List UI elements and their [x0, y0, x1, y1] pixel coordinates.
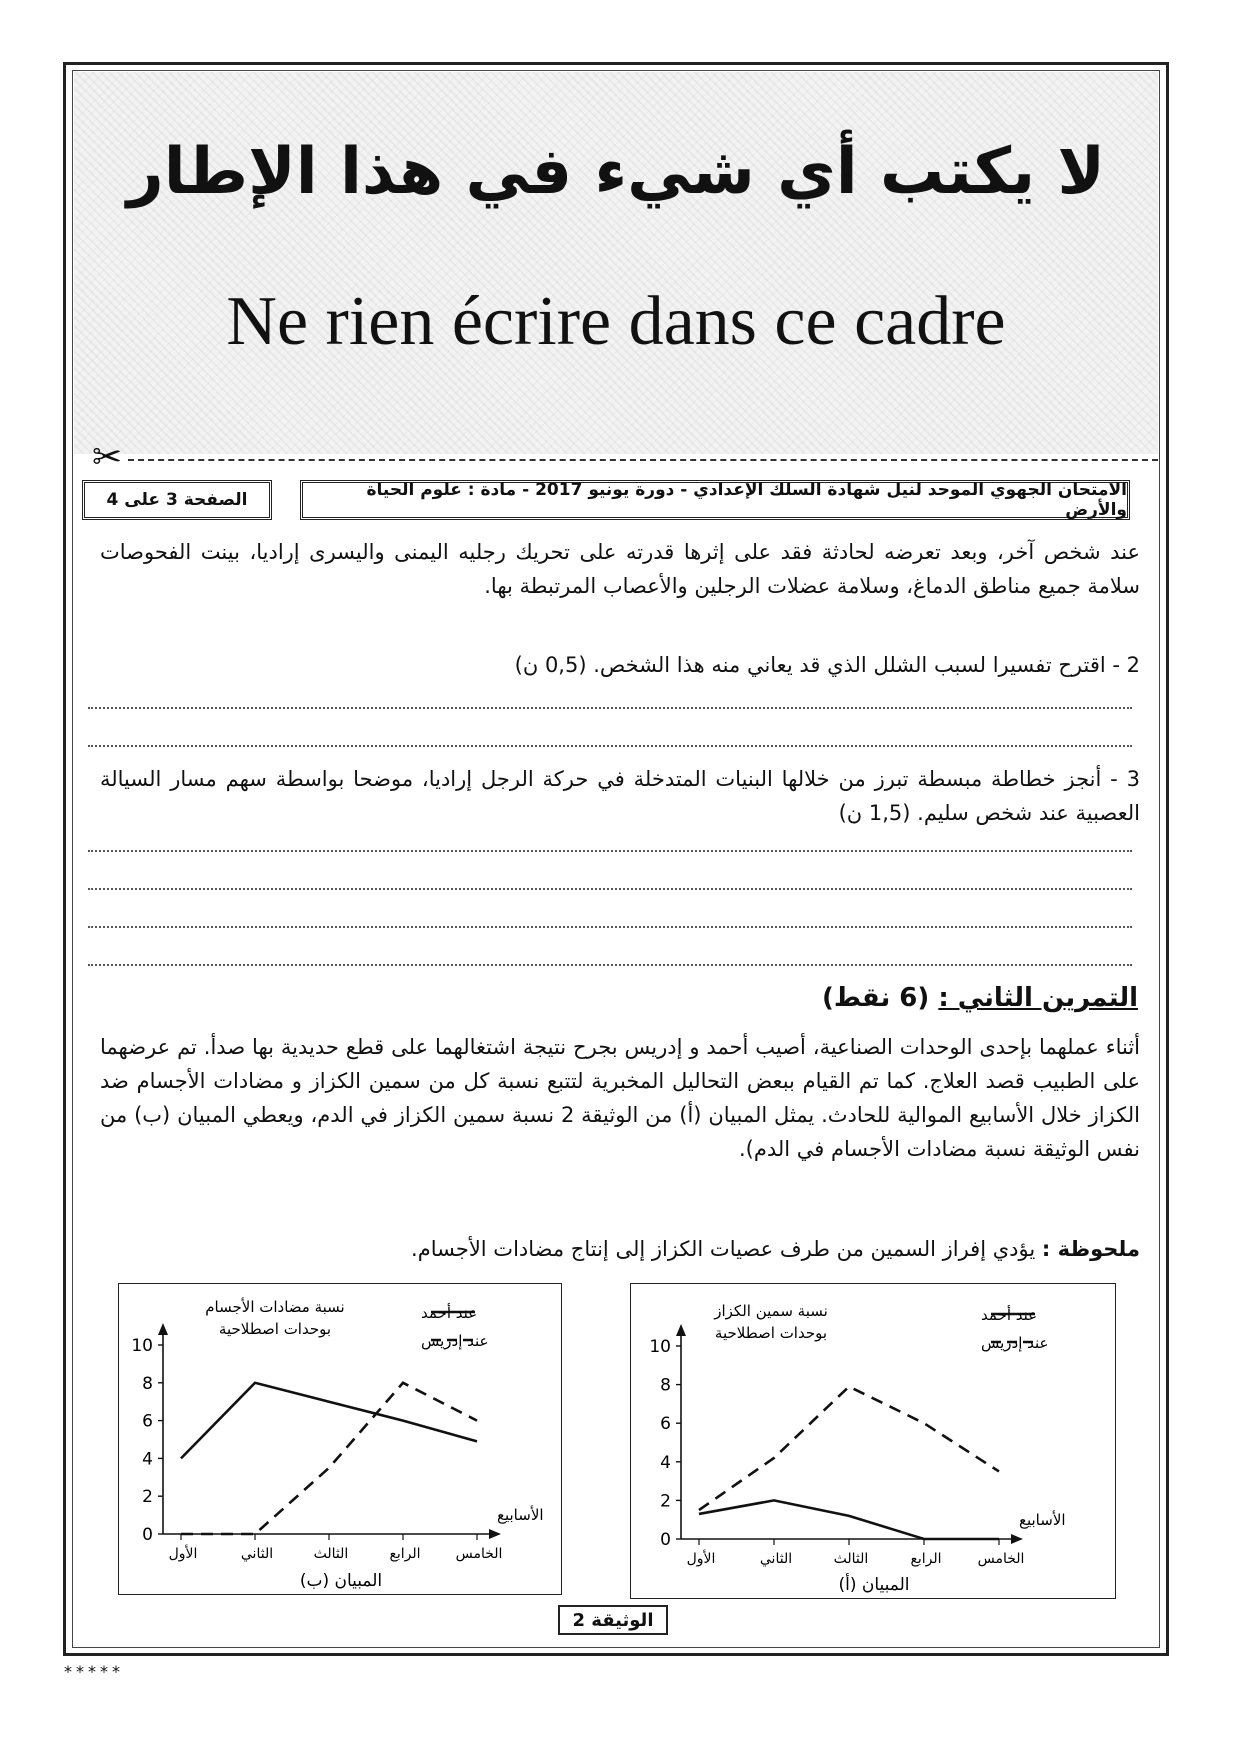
- series-line-2: [181, 1383, 477, 1534]
- x-axis-arrow: [1011, 1534, 1023, 1544]
- note-text: يؤدي إفراز السمين من طرف عصيات الكزاز إلى إنتاج مضادات الأجسام.: [411, 1237, 1036, 1261]
- exercise-points: (6 نقط): [822, 983, 930, 1013]
- x-tick-label: الأول: [686, 1551, 716, 1567]
- answer-line: [88, 964, 1132, 966]
- x-tick-label: الثاني: [759, 1551, 793, 1567]
- answer-line: [88, 707, 1132, 709]
- chart-title: المبيان (أ): [838, 1575, 910, 1595]
- footer-stars: *****: [64, 1662, 124, 1681]
- x-axis-arrow: [489, 1529, 501, 1539]
- x-tick-label: الثالث: [313, 1546, 349, 1562]
- note: [100, 1232, 1140, 1266]
- y-tick-label: 2: [142, 1487, 153, 1508]
- y-tick-label: 4: [142, 1449, 153, 1470]
- y-tick-label: 10: [131, 1336, 153, 1356]
- answer-line: [88, 926, 1132, 928]
- legend-label: عند أحمد: [981, 1306, 1038, 1324]
- y-axis-label-line2: بوحدات اصطلاحية: [714, 1324, 828, 1342]
- chart-title: المبيان (ب): [299, 1571, 383, 1591]
- exam-title: الامتحان الجهوي الموحد لنيل شهادة السلك الإعدادي - دورة يونيو 2017 - مادة : علوم الحياة والأرض: [366, 480, 1127, 520]
- chart-b-box: [118, 1283, 562, 1595]
- intro-paragraph: عند شخص آخر، وبعد تعرضه لحادثة فقد على إثرها قدرته على تحريك رجليه اليمنى واليسرى إراديا، بينت الفحوصات سلامة جميع مناطق الدماغ، وسلامة عضلات الرجلين والأعصاب المرتبطة بها.: [100, 540, 1140, 598]
- y-axis-arrow: [158, 1323, 168, 1335]
- series-line-1: [699, 1500, 999, 1539]
- x-tick-label: الثاني: [240, 1546, 274, 1562]
- series-line-1: [181, 1383, 477, 1459]
- y-tick-label: 8: [660, 1375, 671, 1396]
- legend-label: عند إدريس: [421, 1332, 489, 1350]
- series-line-2: [699, 1387, 999, 1511]
- y-tick-label: 2: [660, 1491, 671, 1512]
- y-tick-label: 0: [142, 1525, 153, 1545]
- x-tick-label: الخامس: [977, 1551, 1025, 1567]
- page-number-box: [82, 480, 272, 520]
- no-write-zone: [74, 72, 1158, 454]
- chart-a-box: [630, 1283, 1116, 1599]
- no-write-arabic: لا يكتب أي شيء في هذا الإطار: [126, 135, 1106, 209]
- y-tick-label: 8: [142, 1373, 153, 1394]
- chart-b: [119, 1284, 563, 1596]
- y-axis-label: نسبة سمين الكزاز: [714, 1302, 828, 1320]
- question-3: 3 - أنجز خطاطة مبسطة تبرز من خلالها البنيات المتدخلة في حركة الرجل إراديا، موضحا بواسطة سهم مسار السيالة العصبية عند شخص سليم. (1,5 ن): [100, 767, 1140, 825]
- y-axis-label-line2: بوحدات اصطلاحية: [218, 1320, 332, 1338]
- y-tick-label: 6: [142, 1411, 153, 1432]
- no-write-french: Ne rien écrire dans ce cadre: [226, 283, 1006, 360]
- exam-title-box: [300, 480, 1130, 520]
- document-label: الوثيقة 2: [558, 1605, 668, 1635]
- y-axis-label: نسبة مضادات الأجسام: [205, 1298, 345, 1316]
- cut-line: [128, 459, 1158, 461]
- exercise-title-text: التمرين الثاني :: [938, 983, 1138, 1013]
- exercise-2-paragraph: أثناء عملهما بإحدى الوحدات الصناعية، أصيب أحمد و إدريس بجرح نتيجة اشتغالهما على قطع حديدية بها صدأ. تم عرضهما على الطبيب قصد العلاج. كما تم القيام ببعض التحاليل المخبرية لتتبع نسبة كل من سمين الكزاز و مضادات الأجسام ضد الكزاز خلال الأسابيع الموالية للحادث. يمثل المبيان (أ) من الوثيقة 2 نسبة سمين الكزاز في الدم، ويعطي المبيان (ب) من نفس الوثيقة نسبة مضادات الأجسام في الدم).: [100, 1035, 1140, 1161]
- answer-line: [88, 888, 1132, 890]
- legend-label: عند أحمد: [421, 1304, 478, 1322]
- y-tick-label: 10: [649, 1337, 671, 1357]
- y-tick-label: 4: [660, 1452, 671, 1473]
- scissors-icon: ✂: [92, 437, 123, 478]
- chart-a: [631, 1284, 1117, 1600]
- legend-label: عند إدريس: [981, 1334, 1049, 1352]
- answer-line: [88, 850, 1132, 852]
- exercise-2-title: [822, 983, 1138, 1013]
- x-tick-label: الثالث: [833, 1551, 869, 1567]
- x-axis-label: الأسابيع: [1019, 1511, 1066, 1529]
- x-tick-label: الخامس: [455, 1546, 503, 1562]
- question-2: 2 - اقترح تفسيرا لسبب الشلل الذي قد يعاني منه هذا الشخص. (0,5 ن): [514, 653, 1140, 677]
- y-axis-arrow: [676, 1324, 686, 1336]
- answer-line: [88, 745, 1132, 747]
- note-label: ملحوظة :: [1041, 1237, 1140, 1261]
- x-tick-label: الرابع: [910, 1551, 942, 1567]
- x-tick-label: الأول: [168, 1546, 198, 1562]
- x-tick-label: الرابع: [389, 1546, 421, 1562]
- y-tick-label: 0: [660, 1530, 671, 1550]
- y-tick-label: 6: [660, 1414, 671, 1435]
- x-axis-label: الأسابيع: [497, 1506, 544, 1524]
- page-label: الصفحة 3 على 4: [106, 490, 248, 510]
